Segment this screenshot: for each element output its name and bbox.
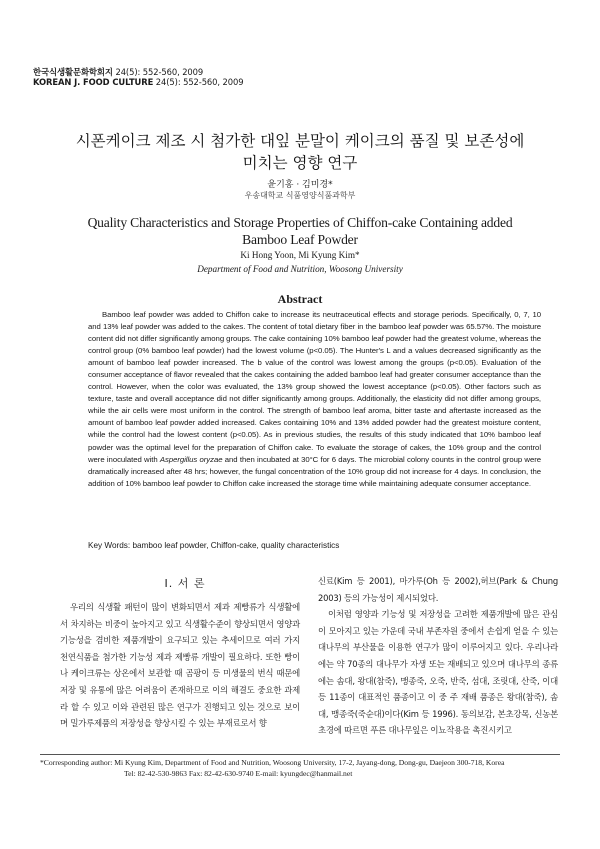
keywords-text: bamboo leaf powder, Chiffon-cake, quality characteristics — [132, 541, 340, 550]
abstract-heading: Abstract — [277, 292, 323, 306]
keywords-label: Key Words: — [88, 541, 131, 550]
intro-paragraph-3: 이처럼 영양과 기능성 및 저장성을 고려한 제품개발에 많은 관심이 모아지고 있는 가운데 국내 부존자원 중에서 손쉽게 얻을 수 있는 대나무의 부산물을 이용한 연구가 많이 이루어지고 있다. 우리나라에는 약 70종의 대나무가 자생 또는 재배되고 있으며 대나무의 종류에는 솜대, 왕대(참죽), 맹종죽, 오죽, 반죽, 섬대, 조릿대, 산죽, 이대 등 11종이 대표적인 품종이고 이 중 주 재배 품종은 왕대(참죽), 솜대, 맹종죽(죽순대)이다(Kim 등 1996). 동의보감, 본초강목, 신농본초경에 따르면 푸른 대나무잎은 이뇨작용을 촉진시키고 — [318, 609, 558, 736]
authors-en: Ki Hong Yoon, Mi Kyung Kim* — [240, 250, 360, 260]
affiliation-ko: 우송대학교 식품영양식품과학부 — [244, 191, 356, 200]
journal-name-en: KOREAN J. FOOD CULTURE — [33, 77, 154, 87]
intro-paragraph-2-cont: 신료(Kim 등 2001), 마가루(Oh 등 2002),허브(Park & Chung 2003) 등의 가능성이 제시되었다. — [318, 576, 558, 603]
keywords — [88, 541, 548, 550]
abstract-body — [88, 309, 541, 490]
footnote-line-1: *Corresponding author: Mi Kyung Kim, Department of Food and Nutrition, Woosong University, 17-2, Jayang-dong, Dong-gu, Daejeon 300-718, Korea — [40, 758, 505, 767]
journal-header-en — [33, 77, 243, 87]
title-ko-line-1: 시폰케이크 제조 시 첨가한 대잎 분말이 케이크의 품질 및 보존성에 — [75, 132, 525, 150]
intro-paragraph-1: 우리의 식생활 패턴이 많이 변화되면서 제과 제빵류가 식생활에서 차지하는 비중이 높아지고 있고 식생활수준이 향상되면서 영양과 기능성을 겸비한 제품개발이 요구되고 있는 추세이므로 여러 가지 천연식품을 첨가한 기능성 제과 제빵류 개발이 필요하다. 또한 빵이나 케이크류는 상온에서 보관할 때 곰팡이 등 미생물의 번식 때문에 저장 및 유통에 많은 어려움이 존재하므로 이의 해결도 중요한 과제라 할 수 있고 이와 관련된 많은 연구가 진행되고 있는 것으로 보이며 밀가루제품의 저장성을 향상시킬 수 있는 부재료로서 향 — [60, 602, 300, 729]
footnote-line-2: Tel: 82-42-530-9863 Fax: 82-42-630-9740 E-mail: kyungdec@hanmail.net — [124, 769, 353, 778]
abstract-italic-species: Aspergillus oryzae — [159, 454, 223, 464]
abstract-text-2: and then incubated at 30°C for 6 days. The microbial colony counts in the control group were dramatically increased after 48 hrs; however, the fungal concentration of the 10% group did not increase for 4 days. In conclusion, the addition of 10% bamboo leaf powder to Chiffon cake increased the storage time while maintaining adequate consumer acceptance. — [88, 454, 541, 488]
intro-left-column — [60, 599, 300, 732]
intro-right-column — [318, 573, 558, 739]
journal-info-ko: 24(5): 552-560, 2009 — [115, 67, 204, 77]
footnote-rule — [40, 754, 560, 755]
footnote — [40, 757, 560, 779]
abstract-text-1: Bamboo leaf powder was added to Chiffon cake to increase its neutraceutical effects and storage periods. Specifically, 0, 7, 10 and 13% leaf powder was added to the cakes. The content of total dietary fiber in the bamboo leaf powder was 65.57%. The moisture content did not differ significantly among groups. The cake containing 10% bamboo leaf powder had the greatest volume, whereas the control group (0% bamboo leaf powder) had the lowest volume (p<0.05). The Hunter's L and a values decreased significantly as the amount of bamboo leaf powder increased. The b value of the control was lowest among the groups (p<0.05). Evaluation of the consumer acceptance of flavor revealed that the cakes containing the added bamboo leaf had greater consumer acceptance than the control. However, when the color was evaluated, the 13% group showed the lowest acceptance (p<0.05). Other factors such as texture, taste and overall acceptance did not differ significantly among groups. Additionally, the elasticity did not differ among groups, while the air cells were most uniform in the control. The strength of bamboo leaf aroma, bitter taste and aftertaste increased as the amount of bamboo leaf powder added increased. Cakes containing 10% and 13% added powder had the greatest moisture content, while the control had the lowest content (p<0.05). As in previous studies, the results of this study indicated that 10% bamboo leaf powder was the optimal level for the preparation of Chiffon cake. To evaluate the storage of cakes, the 10% group and the control were inoculated with — [88, 310, 541, 464]
journal-name-ko: 한국식생활문화학회지 — [33, 67, 113, 77]
authors-ko: 윤기홍 · 김미경* — [267, 180, 333, 190]
journal-info-en: 24(5): 552-560, 2009 — [155, 77, 244, 87]
affiliation-en: Department of Food and Nutrition, Woosong University — [197, 264, 403, 274]
section-heading-intro: Ⅰ. 서 론 — [164, 577, 206, 590]
title-ko-line-2: 미치는 영향 연구 — [242, 154, 358, 172]
title-en-line-2: Bamboo Leaf Powder — [242, 232, 358, 247]
title-en-line-1: Quality Characteristics and Storage Properties of Chiffon-cake Containing added — [87, 215, 513, 230]
